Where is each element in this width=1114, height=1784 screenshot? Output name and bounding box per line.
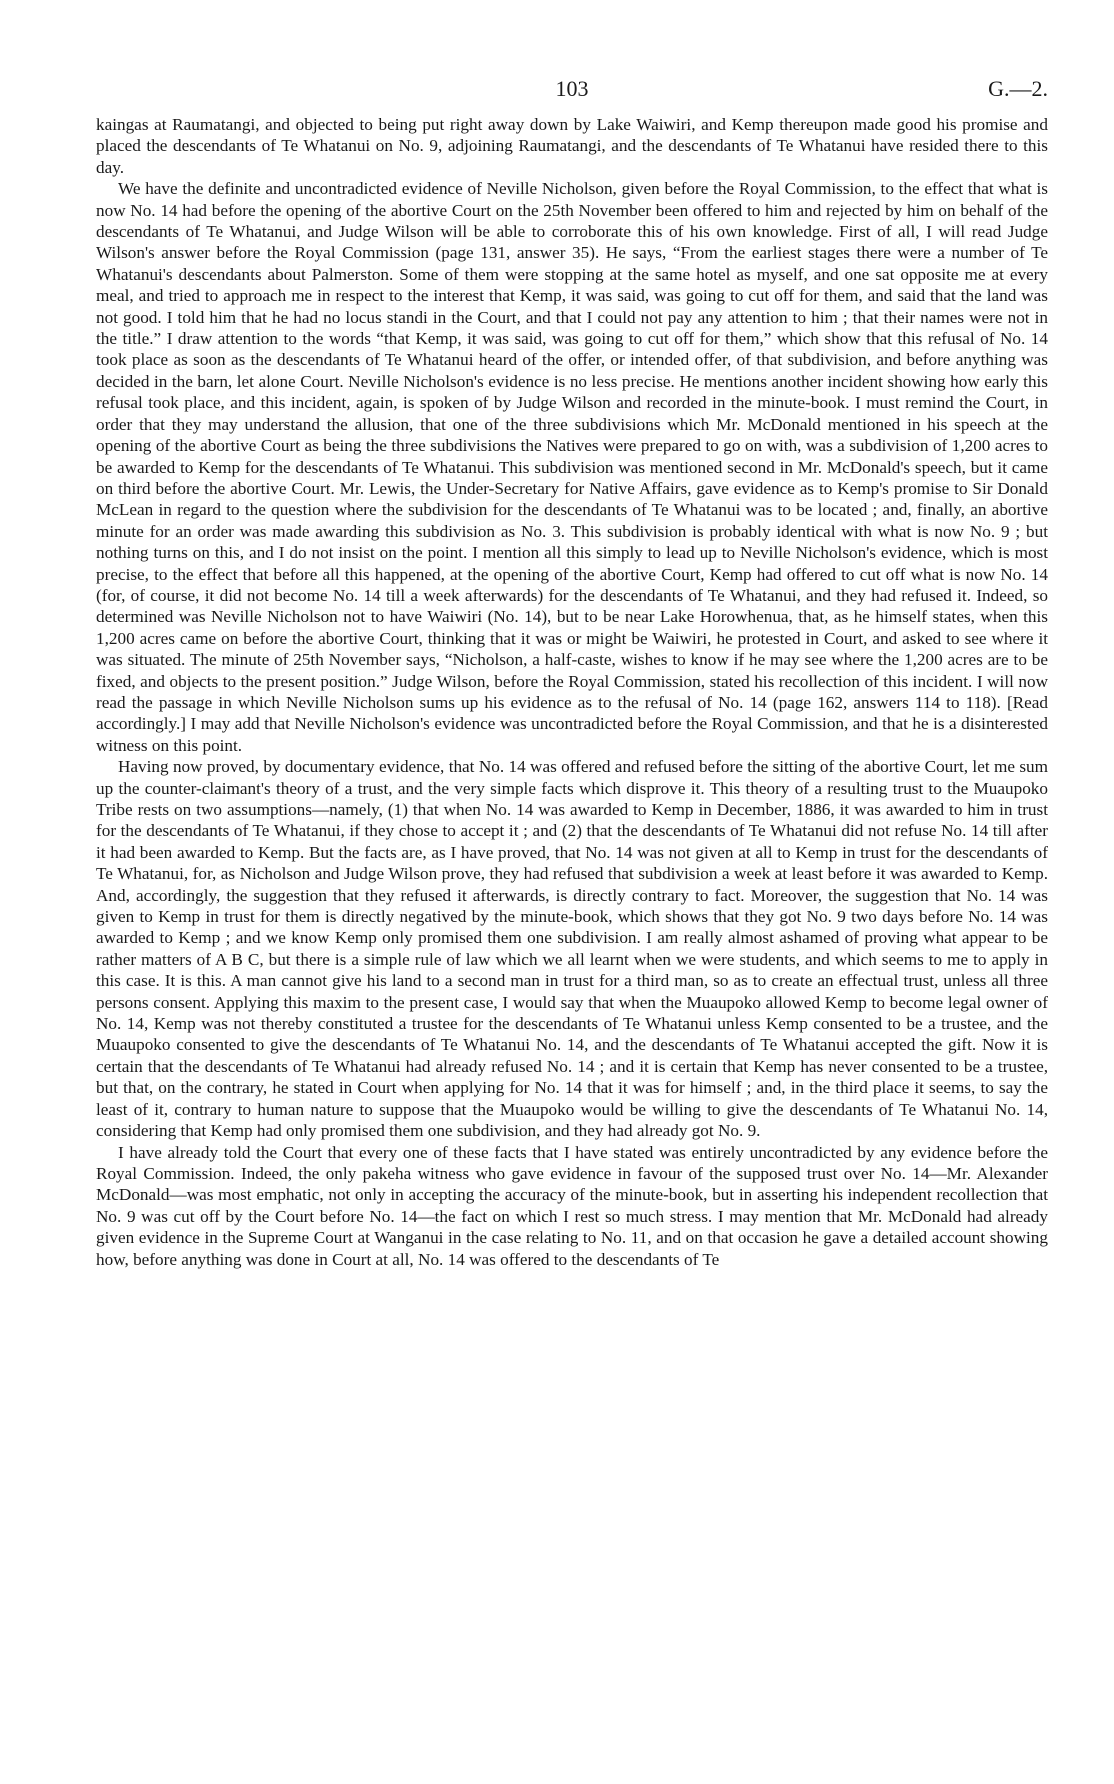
paragraph-4: I have already told the Court that every one of these facts that I have stated was entirely uncontradicted by any evidence before the Royal Commission. Indeed, the only pakeha witness who gave evidence in favour of the supposed trust over No. 14—Mr. Alexander McDonald—was most emphatic, not only in accepting the accuracy of the minute-book, but in asserting his independent recollection that No. 9 was cut off by the Court before No. 14—the fact on which I rest so much stress. I may mention that Mr. McDonald had already given evidence in the Supreme Court at Wanganui in the case relating to No. 11, and on that occasion he gave a detailed account showing how, before anything was done in Court at all, No. 14 was offered to the descendants of Te — [96, 1142, 1048, 1269]
document-reference: G.—2. — [988, 76, 1048, 101]
document-page — [96, 78, 1048, 1270]
page-header — [96, 78, 1048, 114]
paragraph-3: Having now proved, by documentary evidence, that No. 14 was offered and refused before the sitting of the abortive Court, let me sum up the counter-claimant's theory of a trust, and the very simple facts which disprove it. This theory of a resulting trust to the Muaupoko Tribe rests on two assumptions—namely, (1) that when No. 14 was awarded to Kemp in December, 1886, it was awarded to him in trust for the descendants of Te Whatanui, if they chose to accept it ; and (2) that the descendants of Te Whatanui did not refuse No. 14 till after it had been awarded to Kemp. But the facts are, as I have proved, that No. 14 was not given at all to Kemp in trust for the descendants of Te Whatanui, for, as Nicholson and Judge Wilson prove, they had refused that subdivision a week at least before it was awarded to Kemp. And, accordingly, the suggestion that they refused it afterwards, is directly contrary to fact. Moreover, the suggestion that No. 14 was given to Kemp in trust for them is directly negatived by the minute-book, which shows that they got No. 9 two days before No. 14 was awarded to Kemp ; and we know Kemp only promised them one subdivision. I am really almost ashamed of proving what appear to be rather matters of A B C, but there is a simple rule of law which we all learnt when we were students, and which seems to me to apply in this case. It is this. A man cannot give his land to a second man in trust for a third man, so as to create an effectual trust, unless all three persons consent. Applying this maxim to the present case, I would say that when the Muaupoko allowed Kemp to become legal owner of No. 14, Kemp was not thereby constituted a trustee for the descendants of Te Whatanui unless Kemp consented to be a trustee, and the Muaupoko consented to give the descendants of Te Whatanui No. 14, and the descendants of Te Whatanui accepted the gift. Now it is certain that the descendants of Te Whatanui had already refused No. 14 ; and it is certain that Kemp has never consented to be a trustee, but that, on the contrary, he stated in Court when applying for No. 14 that it was for himself ; and, in the third place it seems, to say the least of it, contrary to human nature to suppose that the Muaupoko would be willing to give the descendants of Te Whatanui No. 14, considering that Kemp had only promised them one subdivision, and they had already got No. 9. — [96, 757, 1048, 1141]
paragraph-1: kaingas at Raumatangi, and objected to being put right away down by Lake Waiwiri, and Kemp thereupon made good his promise and placed the descendants of Te Whatanui on No. 9, adjoining Raumatangi, and the descendants of Te Whatanui have resided there to this day. — [96, 115, 1048, 177]
page-number: 103 — [555, 76, 589, 101]
paragraph-2: We have the definite and uncontradicted evidence of Neville Nicholson, given before the Royal Commission, to the effect that what is now No. 14 had before the opening of the abortive Court on the 25th November been offered to him and rejected by him on behalf of the descendants of Te Whatanui, and Judge Wilson will be able to corroborate this of his own knowledge. First of all, I will read Judge Wilson's answer before the Royal Commission (page 131, answer 35). He says, “From the earliest stages there were a number of Te Whatanui's descendants about Palmerston. Some of them were stopping at the same hotel as myself, and one sat opposite me at every meal, and tried to approach me in respect to the interest that Kemp, it was said, was going to cut off for them, and said that the land was not good. I told him that he had no locus standi in the Court, and that I could not pay any attention to him ; that their names were not in the title.” I draw attention to the words “that Kemp, it was said, was going to cut off for them,” which show that this refusal of No. 14 took place as soon as the descendants of Te Whatanui heard of the offer, or intended offer, of that subdivision, and before anything was decided in the barn, let alone Court. Neville Nicholson's evidence is no less precise. He mentions another incident showing how early this refusal took place, and this incident, again, is spoken of by Judge Wilson and recorded in the minute-book. I must remind the Court, in order that they may understand the allusion, that one of the three subdivisions which Mr. McDonald mentioned in his speech at the opening of the abortive Court as being the three subdivisions the Natives were prepared to go on with, was a subdivision of 1,200 acres to be awarded to Kemp for the descendants of Te Whatanui. This subdivision was mentioned second in Mr. McDonald's speech, but it came on third before the abortive Court. Mr. Lewis, the Under-Secretary for Native Affairs, gave evidence as to Kemp's promise to Sir Donald McLean in regard to the question where the subdivision for the descendants of Te Whatanui was to be located ; and, finally, an abortive minute for an order was made awarding this subdivision as No. 3. This subdivision is probably identical with what is now No. 9 ; but nothing turns on this, and I do not insist on the point. I mention all this simply to lead up to Neville Nicholson's evidence, which is most precise, to the effect that before all this happened, at the opening of the abortive Court, Kemp had offered to cut off what is now No. 14 (for, of course, it did not become No. 14 till a week afterwards) for the descendants of Te Whatanui, and they had refused it. Indeed, so determined was Neville Nicholson not to have Waiwiri (No. 14), but to be near Lake Horowhenua, that, as he himself states, when this 1,200 acres came on before the abortive Court, thinking that it was or might be Waiwiri, he protested in Court, and asked to see where it was situated. The minute of 25th November says, “Nicholson, a half-caste, wishes to know if he may see where the 1,200 acres are to be fixed, and objects to the present position.” Judge Wilson, before the Royal Commission, stated his recollection of this incident. I will now read the passage in which Neville Nicholson sums up his evidence as to the refusal of No. 14 (page 162, answers 114 to 118). [Read accordingly.] I may add that Neville Nicholson's evidence was uncontradicted before the Royal Commission, and that he is a disinterested witness on this point. — [96, 179, 1048, 755]
